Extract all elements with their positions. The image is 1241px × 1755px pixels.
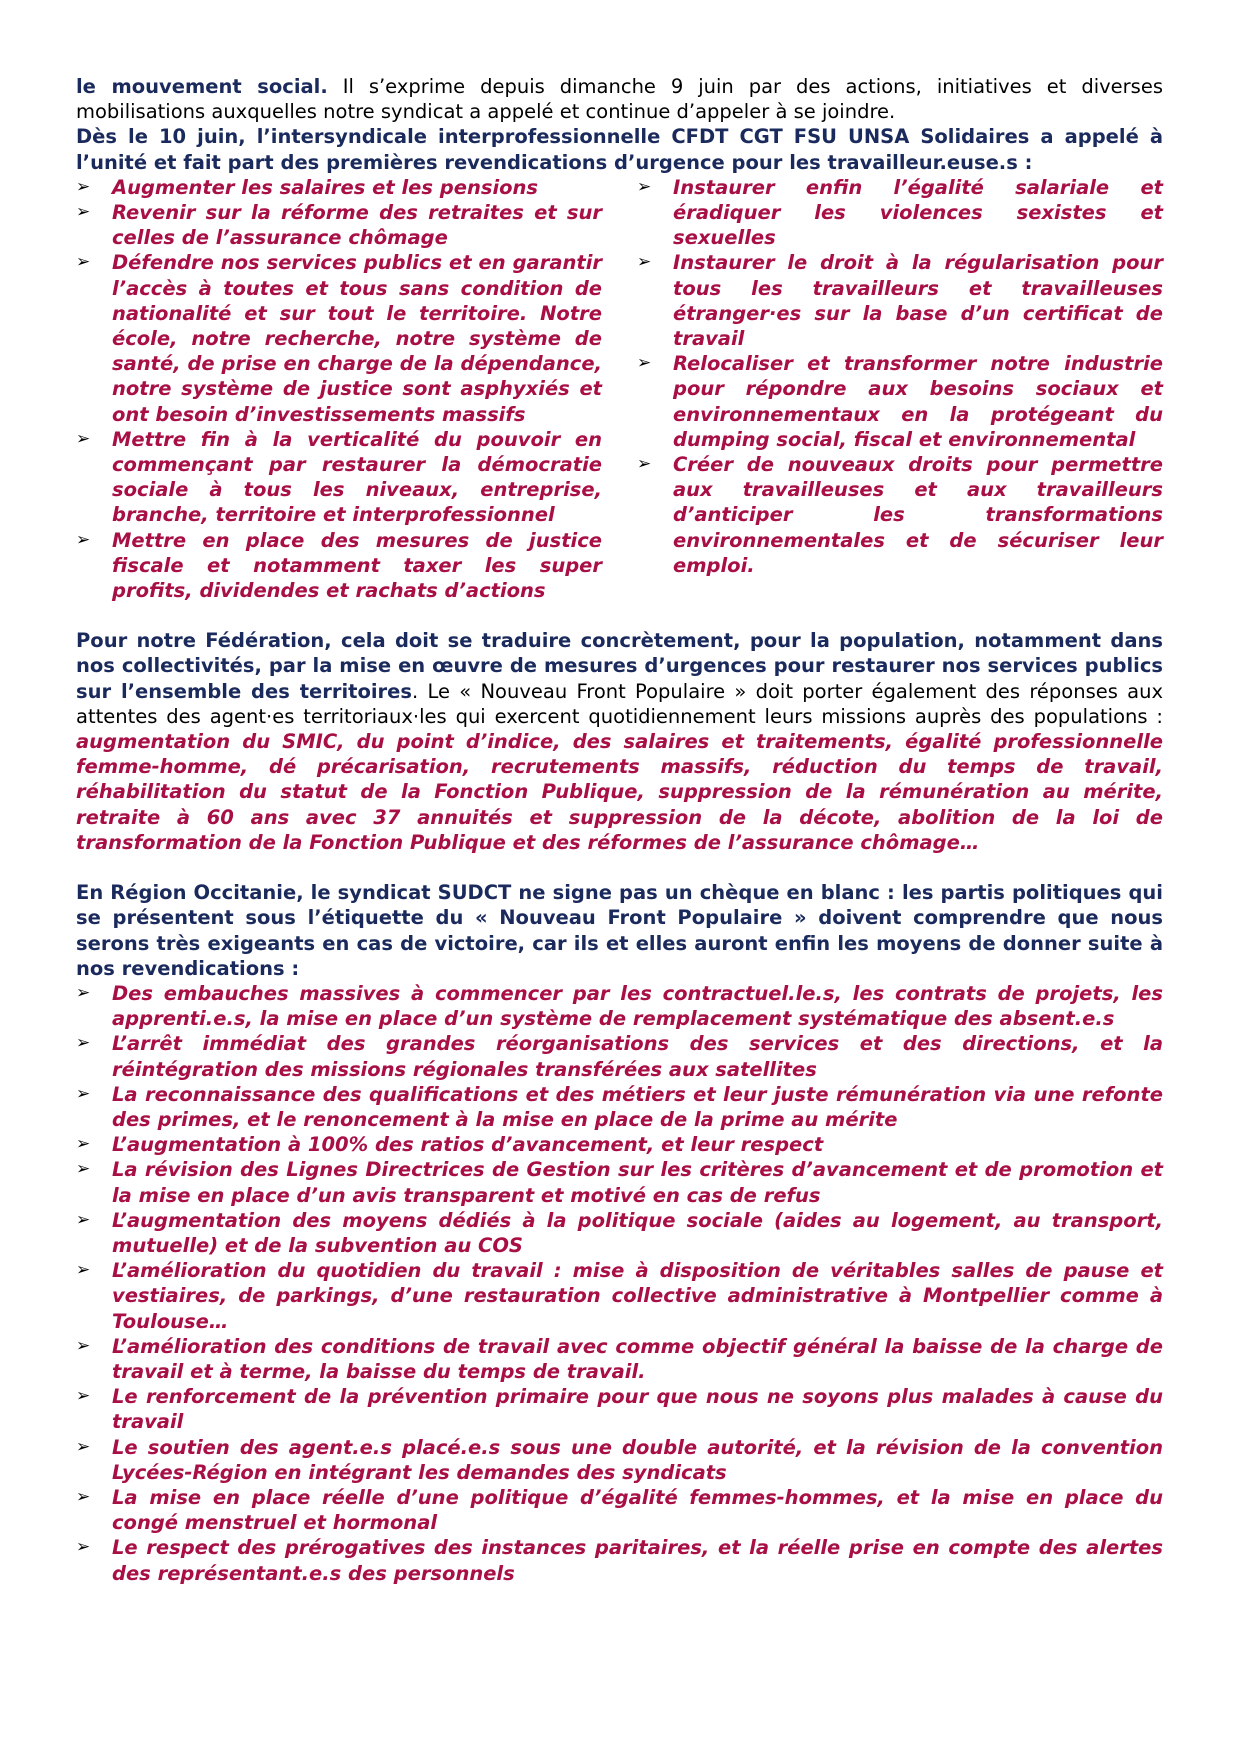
region-paragraph: En Région Occitanie, le syndicat SUDCT ne signe pas un chèque en blanc : les partis politiques qui se présentent sous l’étiquette du « Nouveau Front Populaire » doivent comprendre que nous serons très exigeants en cas de victoire, car ils et elles auront enfin les moyens de donner suite à nos revendications : [76, 881, 1163, 980]
arrow-bullet-icon: ➢ [76, 176, 91, 197]
list-item-text: L’arrêt immédiat des grandes réorganisations des services et des directions, et la réintégration des missions régionales transférées aux satellites [112, 1032, 1163, 1081]
arrow-bullet-icon: ➢ [76, 1386, 91, 1407]
arrow-bullet-icon: ➢ [637, 252, 652, 273]
arrow-bullet-icon: ➢ [76, 202, 91, 223]
list-item-text: Créer de nouveaux droits pour permettre aux travailleuses et aux travailleurs d’anticiper les transformations environnementales et de sécuriser leur emploi. [673, 453, 1163, 577]
arrow-bullet-icon: ➢ [76, 529, 91, 550]
list-item-text: L’augmentation des moyens dédiés à la politique sociale (aides au logement, au transport, mutuelle) et de la subvention au COS [112, 1208, 1163, 1257]
document-body [76, 74, 1163, 1586]
intersyndicale-paragraph: Dès le 10 juin, l’intersyndicale interprofessionnelle CFDT CGT FSU UNSA Solidaires a appelé à l’unité et fait part des premières revendications d’urgence pour les travailleur.euse.s : [76, 125, 1163, 174]
list-item [76, 1485, 1163, 1535]
arrow-bullet-icon: ➢ [76, 1537, 91, 1558]
list-item [76, 175, 602, 200]
arrow-bullet-icon: ➢ [637, 176, 652, 197]
federation-demands: augmentation du SMIC, du point d’indice, des salaires et traitements, égalité professionnelle femme-homme, dé précarisation, recrutements massifs, réduction du temps de travail, réhabilitation du statut de la Fonction Publique, suppression de la rémunération au mérite, retraite à 60 ans avec 37 annuités et suppression de la décote, abolition de la loi de transformation de la Fonction Publique et des réformes de l’assurance chômage… [76, 730, 1163, 854]
arrow-bullet-icon: ➢ [76, 1033, 91, 1054]
federation-text: . Le « Nouveau Front Populaire » doit porter également des réponses aux attentes des agent·es territoriaux·les qui exercent quotidiennement leurs missions auprès des populations : [76, 679, 1164, 728]
list-item-text: L’amélioration des conditions de travail avec comme objectif général la baisse de la charge de travail et à terme, la baisse du temps de travail. [112, 1334, 1163, 1383]
list-item-text: L’amélioration du quotidien du travail : mise à disposition de véritables salles de pause et vestiaires, de parkings, d’une restauration collective administrative à Montpellier comme à Toulouse… [112, 1259, 1163, 1333]
demands-left-list [76, 175, 602, 603]
list-item-text: Instaurer le droit à la régularisation pour tous les travailleurs et travailleuses étranger·es sur la base d’un certificat de travail [673, 251, 1163, 351]
list-item [76, 1334, 1163, 1384]
list-item [76, 1157, 1163, 1207]
list-item [76, 1031, 1163, 1081]
list-item [76, 1132, 1163, 1157]
arrow-bullet-icon: ➢ [76, 1083, 91, 1104]
arrow-bullet-icon: ➢ [76, 1159, 91, 1180]
list-item [76, 1208, 1163, 1258]
list-item-text: Augmenter les salaires et les pensions [112, 175, 539, 199]
list-item [637, 351, 1163, 452]
federation-bold: Pour notre Fédération, cela doit se traduire concrètement, pour la population, notamment dans nos collectivités, par la mise en œuvre de mesures d’urgences pour restaurer nos services publics sur l’ensemble des territoires [76, 629, 1163, 703]
arrow-bullet-icon: ➢ [637, 454, 652, 475]
list-item [76, 1082, 1163, 1132]
intro-bold: le mouvement social. [76, 75, 328, 98]
intro-paragraph [76, 74, 1163, 124]
list-item [76, 250, 602, 426]
federation-paragraph [76, 628, 1163, 855]
list-item [76, 427, 602, 528]
list-item-text: Des embauches massives à commencer par les contractuel.le.s, les contrats de projets, les apprenti.e.s, la mise en place d’un système de remplacement systématique des absent.e.s [112, 981, 1163, 1031]
arrow-bullet-icon: ➢ [637, 353, 652, 374]
list-item-text: Le renforcement de la prévention primaire pour que nous ne soyons plus malades à cause du travail [112, 1385, 1163, 1434]
list-item [637, 250, 1163, 351]
arrow-bullet-icon: ➢ [76, 1209, 91, 1230]
list-item-text: Relocaliser et transformer notre industrie pour répondre aux besoins sociaux et environnementaux en la protégeant du dumping social, fiscal et environnemental [673, 352, 1163, 451]
list-item-text: La mise en place réelle d’une politique d’égalité femmes-hommes, et la mise en place du congé menstruel et hormonal [112, 1485, 1163, 1535]
list-item-text: Défendre nos services publics et en garantir l’accès à toutes et tous sans condition de nationalité et sur tout le territoire. Notre école, notre recherche, notre système de santé, de prise en charge de la dépendance, notre système de justice sont asphyxiés et ont besoin d’investissements massifs [112, 251, 602, 426]
list-item [76, 200, 602, 250]
urgent-demands-columns [76, 175, 1163, 603]
arrow-bullet-icon: ➢ [76, 1134, 91, 1155]
arrow-bullet-icon: ➢ [76, 1486, 91, 1507]
list-item [76, 1435, 1163, 1485]
list-item [637, 452, 1163, 578]
list-item-text: Instaurer enfin l’égalité salariale et éradiquer les violences sexistes et sexuelles [673, 175, 1163, 250]
arrow-bullet-icon: ➢ [76, 1335, 91, 1356]
list-item-text: Le respect des prérogatives des instances paritaires, et la réelle prise en compte des alertes des représentant.e.s des personnels [112, 1536, 1163, 1585]
intro-text: Il s’exprime depuis dimanche 9 juin par des actions, initiatives et diverses mobilisations auxquelles notre syndicat a appelé et continue d’appeler à se joindre. [76, 75, 1163, 124]
list-item-text: Mettre fin à la verticalité du pouvoir en commençant par restaurer la démocratie sociale à tous les niveaux, entreprise, branche, territoire et interprofessionnel [112, 427, 602, 527]
list-item-text: Mettre en place des mesures de justice fiscale et notamment taxer les super profits, dividendes et rachats d’actions [112, 528, 602, 603]
list-item-text: Revenir sur la réforme des retraites et sur celles de l’assurance chômage [112, 201, 602, 250]
arrow-bullet-icon: ➢ [76, 982, 91, 1003]
list-item [76, 1535, 1163, 1585]
list-item [637, 175, 1163, 251]
list-item-text: Le soutien des agent.e.s placé.e.s sous une double autorité, et la révision de la convention Lycées-Région en intégrant les demandes des syndicats [112, 1435, 1163, 1484]
arrow-bullet-icon: ➢ [76, 1436, 91, 1457]
list-item [76, 981, 1163, 1031]
list-item [76, 528, 602, 604]
arrow-bullet-icon: ➢ [76, 428, 91, 449]
list-item-text: La reconnaissance des qualifications et des métiers et leur juste rémunération via une refonte des primes, et le renoncement à la mise en place de la prime au mérite [112, 1082, 1163, 1131]
list-item-text: La révision des Lignes Directrices de Gestion sur les critères d’avancement et de promotion et la mise en place d’un avis transparent et motivé en cas de refus [112, 1158, 1163, 1207]
arrow-bullet-icon: ➢ [76, 252, 91, 273]
demands-right-list [637, 175, 1163, 603]
list-item-text: L’augmentation à 100% des ratios d’avancement, et leur respect [112, 1133, 824, 1157]
arrow-bullet-icon: ➢ [76, 1260, 91, 1281]
list-item [76, 1258, 1163, 1334]
region-demands-list [76, 981, 1163, 1586]
list-item [76, 1384, 1163, 1434]
